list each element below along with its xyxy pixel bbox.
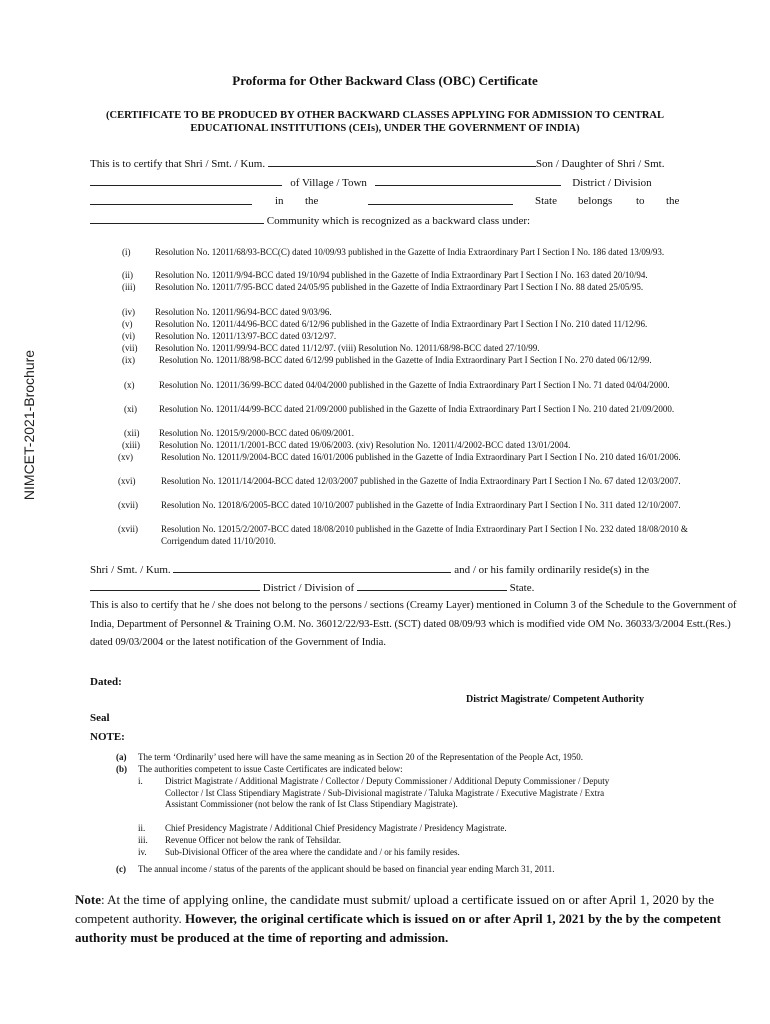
authority-item-number: iii. <box>138 835 148 845</box>
resolution-number: (iii) <box>122 282 136 292</box>
final-note-label: Note <box>75 892 101 907</box>
final-note-bold: However, the original certificate which is issued on or after April 1, 2021 by the by the competent authority must be produced at the time of reporting and admission. <box>75 911 721 945</box>
final-note-normal: : At the time of applying online, the candidate must submit/ upload a certificate issued on or after April 1, 2020 by the competent authority. <box>75 892 715 926</box>
resolution-item <box>122 440 735 452</box>
parent-name-blank[interactable] <box>90 176 282 186</box>
resolution-item <box>122 331 735 343</box>
resolution-item <box>122 343 735 355</box>
resolution-number: (xii) <box>124 428 140 438</box>
resolution-number: (xvii) <box>118 500 138 510</box>
resolution-number: (ii) <box>122 270 133 280</box>
resolution-number: (xv) <box>118 452 133 462</box>
note-a-label: (a) <box>116 752 127 762</box>
page-subtitle: (CERTIFICATE TO BE PRODUCED BY OTHER BACKWARD CLASSES APPLYING FOR ADMISSION TO CENTRAL EDUCATIONAL INSTITUTIONS (CEIs), UNDER THE GOVERNMENT OF INDIA) <box>106 110 664 134</box>
note-b-label: (b) <box>116 764 127 774</box>
note-c-label: (c) <box>116 864 126 874</box>
resolution-number: (v) <box>122 319 133 329</box>
authority-item-text: Revenue Officer not below the rank of Tehsildar. <box>165 835 341 845</box>
resolution-number: (ix) <box>122 355 135 365</box>
resolution-text: Resolution No. 12011/88/98-BCC dated 6/12/99 published in the Gazette of India Extraordinary Part I Section I No. 270 dated 06/12/99. <box>159 355 652 365</box>
resolution-item <box>124 380 735 403</box>
resident-name-blank[interactable] <box>173 563 451 573</box>
intro-line-1: This is to certify that Shri / Smt. / Kum. Son / Daughter of Shri / Smt. <box>90 158 665 170</box>
resolution-text: Resolution No. 12011/44/99-BCC dated 21/09/2000 published in the Gazette of India Extraordinary Part I Section I No. 210 dated 21/09/2000. <box>159 404 675 414</box>
authority-item-text: Chief Presidency Magistrate / Additional Chief Presidency Magistrate / Presidency Magistrate. <box>165 823 507 833</box>
resident-state-blank[interactable] <box>357 581 507 591</box>
resolution-item <box>122 319 735 331</box>
resolution-number: (vi) <box>122 331 135 341</box>
authority-item-number: ii. <box>138 823 146 833</box>
side-label-text: NIMCET-2021-Brochure <box>21 349 37 501</box>
resolution-text: Resolution No. 12011/9/2004-BCC dated 16/01/2006 published in the Gazette of India Extraordinary Part I Section I No. 210 dated 16/01/2006. <box>161 452 681 462</box>
resolution-text: Resolution No. 12011/99/94-BCC dated 11/12/97. (viii) Resolution No. 12011/68/98-BCC dated 27/10/99. <box>155 343 540 353</box>
state-blank[interactable] <box>368 195 513 205</box>
resolution-text: Resolution No. 12011/13/97-BCC dated 03/12/97. <box>155 331 337 341</box>
community-blank[interactable] <box>90 214 264 224</box>
resolution-text: Resolution No. 12015/9/2000-BCC dated 06/09/2001. <box>159 428 354 438</box>
resolution-item <box>118 452 735 475</box>
resolution-text: Resolution No. 12018/6/2005-BCC dated 10/10/2007 published in the Gazette of India Extraordinary Part I Section I No. 311 dated 12/10/2007. <box>161 500 681 510</box>
authority-label: District Magistrate/ Competent Authority <box>466 694 645 705</box>
resolution-number: (vii) <box>122 343 138 353</box>
resolution-item <box>118 476 735 499</box>
note-b-text: The authorities competent to issue Caste Certificates are indicated below: <box>138 764 403 774</box>
resolution-item <box>124 404 735 427</box>
resolution-number: (xvii) <box>118 524 138 534</box>
authority-item-number: i. <box>138 776 143 786</box>
resolution-item <box>122 282 735 305</box>
resolution-text: Resolution No. 12011/44/96-BCC dated 6/12/96 published in the Gazette of India Extraordinary Part I Section I No. 210 dated 11/12/96. <box>155 319 648 329</box>
name-blank[interactable] <box>268 157 536 167</box>
resolution-number: (x) <box>124 380 135 390</box>
resolution-text: Resolution No. 12011/1/2001-BCC dated 19/06/2003. (xiv) Resolution No. 12011/4/2002-BCC dated 13/01/2004. <box>159 440 571 450</box>
resolution-text: Resolution No. 12015/2/2007-BCC dated 18/08/2010 published in the Gazette of India Extraordinary Part I Section I No. 232 dated 18/08/2010 & Corrigendum dated 11/10/2010. <box>161 524 688 546</box>
resolution-text: Resolution No. 12011/14/2004-BCC dated 12/03/2007 published in the Gazette of India Extraordinary Part I Section I No. 67 dated 12/03/2007. <box>161 476 681 486</box>
resolution-item <box>118 500 735 523</box>
resolution-text: Resolution No. 12011/36/99-BCC dated 04/04/2000 published in the Gazette of India Extraordinary Part I Section I No. 71 dated 04/04/2000. <box>159 380 670 390</box>
creamy-layer-paragraph: This is also to certify that he / she does not belong to the persons / sections (Creamy Layer) mentioned in Column 3 of the Schedule to the Government of India, Department of Personnel & Training O.M. No. 36012/22/93-Estt. (SCT) dated 08/09/93 which is modified vide OM No. 36033/3/2004 Estt.(Res.) dated 09/03/2004 or the latest notification of the Government of India. <box>90 600 737 648</box>
resolution-number: (i) <box>122 247 131 257</box>
note-a-text: The term ‘Ordinarily’ used here will have the same meaning as in Section 20 of the Representation of the People Act, 1950. <box>138 752 583 762</box>
resolution-text: Resolution No. 12011/96/94-BCC dated 9/03/96. <box>155 307 332 317</box>
resident-district-blank[interactable] <box>90 581 260 591</box>
resolution-number: (iv) <box>122 307 135 317</box>
authority-item-text: Sub-Divisional Officer of the area where the candidate and / or his family resides. <box>165 847 460 857</box>
dated-label: Dated: <box>90 676 122 688</box>
resolution-number: (xi) <box>124 404 137 414</box>
district-blank[interactable] <box>90 195 252 205</box>
note-c-text: The annual income / status of the parents of the applicant should be based on financial year ending March 31, 2011. <box>138 864 555 874</box>
resolution-item <box>124 428 735 440</box>
page-title: Proforma for Other Backward Class (OBC) Certificate <box>232 73 538 88</box>
resolution-item <box>118 524 735 547</box>
authority-item-text: District Magistrate / Additional Magistrate / Collector / Deputy Commissioner / Additional Deputy Commissioner / Deputy Collector / Ist Class Stipendiary Magistrate / Sub-Divisional magistrate / Taluka Magistrate / Executive Magistrate / Extra Assistant Commissioner (not below the rank of Ist Class Stipendiary Magistrate). <box>165 776 610 809</box>
intro-line-3: in the State belongs to the <box>90 195 682 208</box>
resolution-item <box>122 355 735 378</box>
resolution-text: Resolution No. 12011/9/94-BCC dated 19/10/94 published in the Gazette of India Extraordinary Part I Section I No. 163 dated 20/10/94. <box>155 270 648 280</box>
side-watermark-label <box>14 340 44 510</box>
residence-line-2: District / Division of State. <box>90 581 534 594</box>
intro-line-4: Community which is recognized as a backward class under: <box>90 214 530 227</box>
resolution-number: (xiii) <box>122 440 140 450</box>
intro-line-2: of Village / Town District / Division <box>90 176 652 189</box>
resolution-text: Resolution No. 12011/68/93-BCC(C) dated 10/09/93 published in the Gazette of India Extraordinary Part I Section I No. 186 dated 13/09/93. <box>155 247 665 257</box>
resolution-item <box>122 247 735 270</box>
resolution-item <box>122 270 735 282</box>
authority-item-number: iv. <box>138 847 147 857</box>
resolution-number: (xvi) <box>118 476 136 486</box>
resolution-text: Resolution No. 12011/7/95-BCC dated 24/05/95 published in the Gazette of India Extraordinary Part I Section I No. 88 dated 25/05/95. <box>155 282 644 292</box>
residence-line-1: Shri / Smt. / Kum. and / or his family ordinarily reside(s) in the <box>90 564 650 576</box>
resolution-item <box>122 307 735 319</box>
note-heading: NOTE: <box>90 731 125 743</box>
final-note <box>75 890 745 947</box>
seal-label: Seal <box>90 712 110 724</box>
village-blank[interactable] <box>375 176 561 186</box>
